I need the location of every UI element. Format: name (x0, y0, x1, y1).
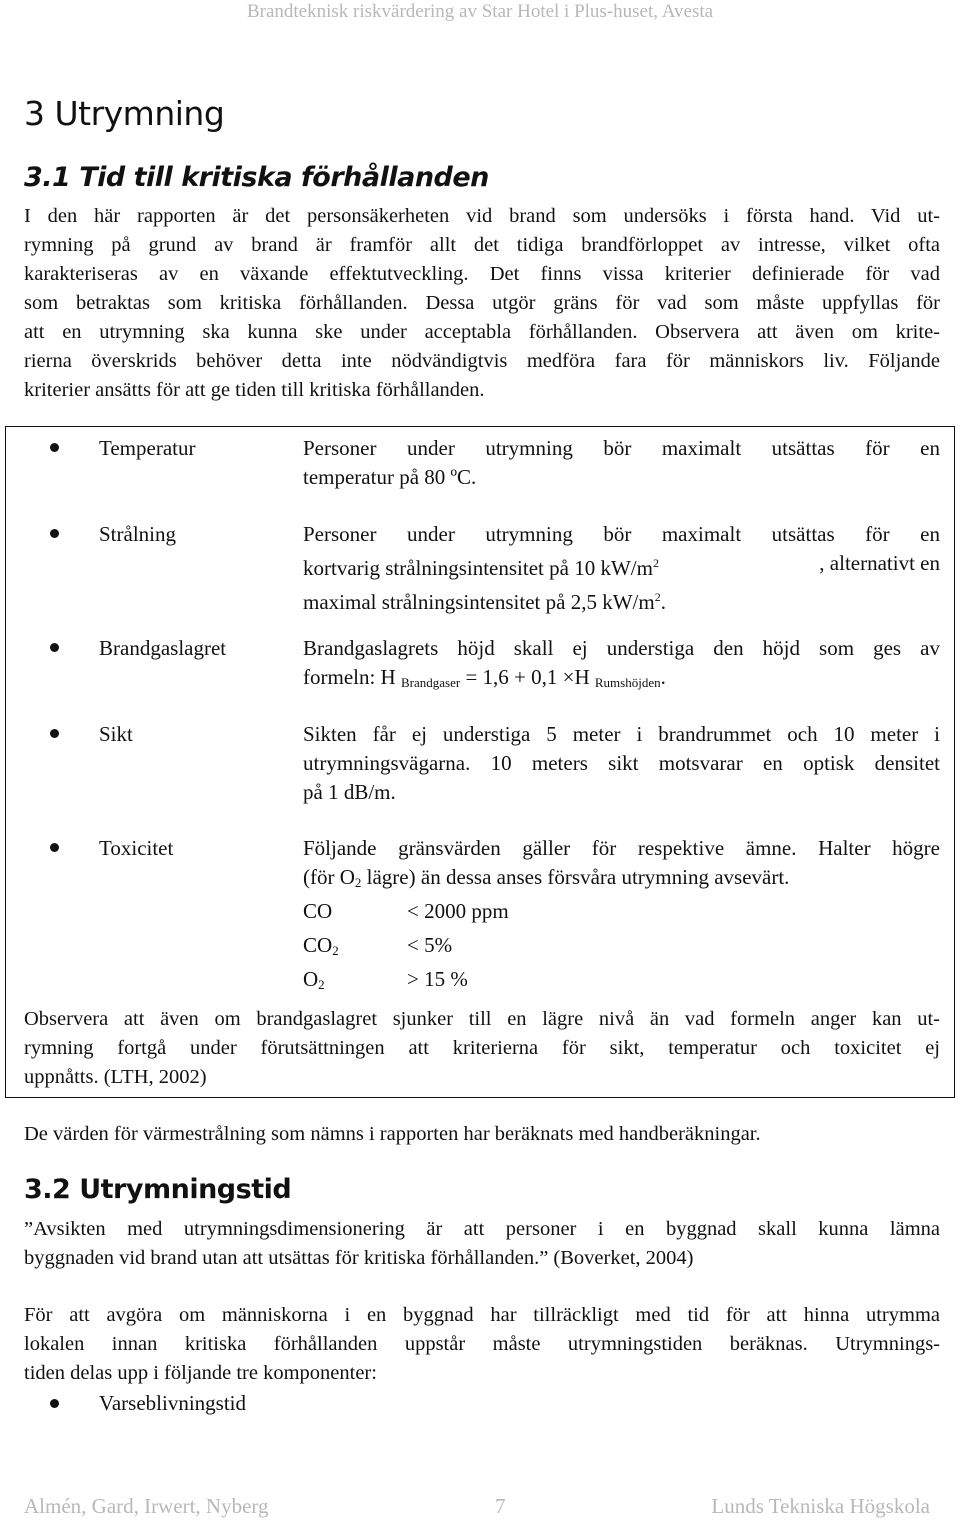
intro-line: som betraktas som kritiska förhållanden. Dessa utgör gräns för vad som måste uppfyllas för (24, 292, 940, 314)
footer-page-number: 7 (495, 1494, 506, 1518)
criterion-label: Sikt (99, 722, 133, 746)
criterion-label: Temperatur (99, 436, 196, 460)
intro-line: karakteriseras av en växande effektutveckling. Det finns vissa kriterier definierade för vad (24, 263, 940, 285)
intro-line: att en utrymning ska kunna ske under acceptabla förhållanden. Observera att även om krite- (24, 321, 940, 343)
bullet-icon (50, 529, 59, 538)
intro-line: rymning på grund av brand är framför allt det tidiga brandförloppet av intresse, vilket ofta (24, 234, 940, 256)
subsection-title-2: 3.2 Utrymningstid (24, 1174, 292, 1205)
criterion-text: Brandgaslagrets höjd skall ej understiga den höjd som ges av formeln: H $_{Brandgaser}$ = 1,6 + 0,1 ×H $_{Rumshöjden}$. (303, 636, 940, 690)
criterion-text: Sikten får ej understiga 5 meter i brandrummet och 10 meter i utrymningsvägarna. 10 meters sikt motsvarar en optisk densitet på 1 dB/m. (303, 722, 940, 804)
note-line: Observera att även om brandgaslagret sjunker till en lägre nivå än vad formeln anger kan ut- (24, 1008, 940, 1030)
criterion-label: Brandgaslagret (99, 636, 227, 660)
intro-line: I den här rapporten är det personsäkerheten vid brand som undersöks i första hand. Vid ut- (24, 205, 940, 227)
quote-paragraph (24, 1215, 940, 1273)
subsection-title-1: 3.1 Tid till kritiska förhållanden (24, 162, 489, 193)
note-line: rymning fortgå under förutsättningen att kriterierna för sikt, temperatur och toxicitet ej (24, 1037, 940, 1059)
note-paragraph (24, 1005, 940, 1092)
bullet-icon (50, 643, 59, 652)
paragraph-line: För att avgöra om människorna i en byggnad har tillräckligt med tid för att hinna utrymma (24, 1304, 940, 1326)
calculation-note: De värden för värmestrålning som nämns i rapporten har beräknats med handberäkningar. (24, 1123, 761, 1145)
bullet-icon (50, 1399, 59, 1408)
gas-row: CO < 2000 ppm (303, 899, 509, 923)
quote-line: ”Avsikten med utrymningsdimensionering är att personer i en byggnad skall kunna lämna (24, 1218, 940, 1240)
footer-institution: Lunds Tekniska Högskola (711, 1494, 930, 1518)
section-title: 3 Utrymning (24, 94, 225, 133)
intro-paragraph (24, 202, 940, 405)
gas-row: $CO_2$ < 5% (303, 933, 453, 958)
criterion-text: Följande gränsvärden gäller för respektive ämne. Halter högre (för $O_2$ lägre) än dessa anses försvåra utrymning avsevärt. CO < 2000 ppm $CO_2$ < 5% $O_2$ > 15 % (303, 834, 940, 999)
criterion-text: Personer under utrymning bör maximalt utsättas för en kortvarig strålningsintensitet på 10 $kW/m^2$ , alternativt en maximal strålningsintensitet på 2,5 $kW/m^2$. (303, 522, 940, 614)
paragraph-line: tiden delas upp i följande tre komponenter: (24, 1362, 377, 1384)
evacuation-paragraph (24, 1301, 940, 1388)
bullet-icon (50, 843, 59, 852)
criterion-label: Toxicitet (99, 836, 174, 860)
quote-line: byggnaden vid brand utan att utsättas för kritiska förhållanden.” (Boverket, 2004) (24, 1247, 694, 1269)
intro-line: rierna överskrids behöver detta inte nödvändigtvis medföra fara för människors liv. Följande (24, 350, 940, 372)
gas-limits-table (303, 897, 940, 999)
bullet-icon (50, 443, 59, 452)
footer-authors: Almén, Gard, Irwert, Nyberg (24, 1494, 269, 1518)
component-list-item: Varseblivningstid (99, 1391, 246, 1415)
gas-row: $O_2$ > 15 % (303, 967, 468, 992)
running-header: Brandteknisk riskvärdering av Star Hotel i Plus-huset, Avesta (246, 1, 714, 22)
criterion-text: Personer under utrymning bör maximalt utsättas för en temperatur på 80 ºC. (303, 436, 940, 489)
bullet-icon (50, 729, 59, 738)
criterion-label: Strålning (99, 522, 176, 546)
intro-line: kriterier ansätts för att ge tiden till kritiska förhållanden. (24, 379, 485, 401)
note-line: uppnåtts. (LTH, 2002) (24, 1066, 207, 1088)
paragraph-line: lokalen innan kritiska förhållanden uppstår måste utrymningstiden beräknas. Utrymnings- (24, 1333, 940, 1355)
